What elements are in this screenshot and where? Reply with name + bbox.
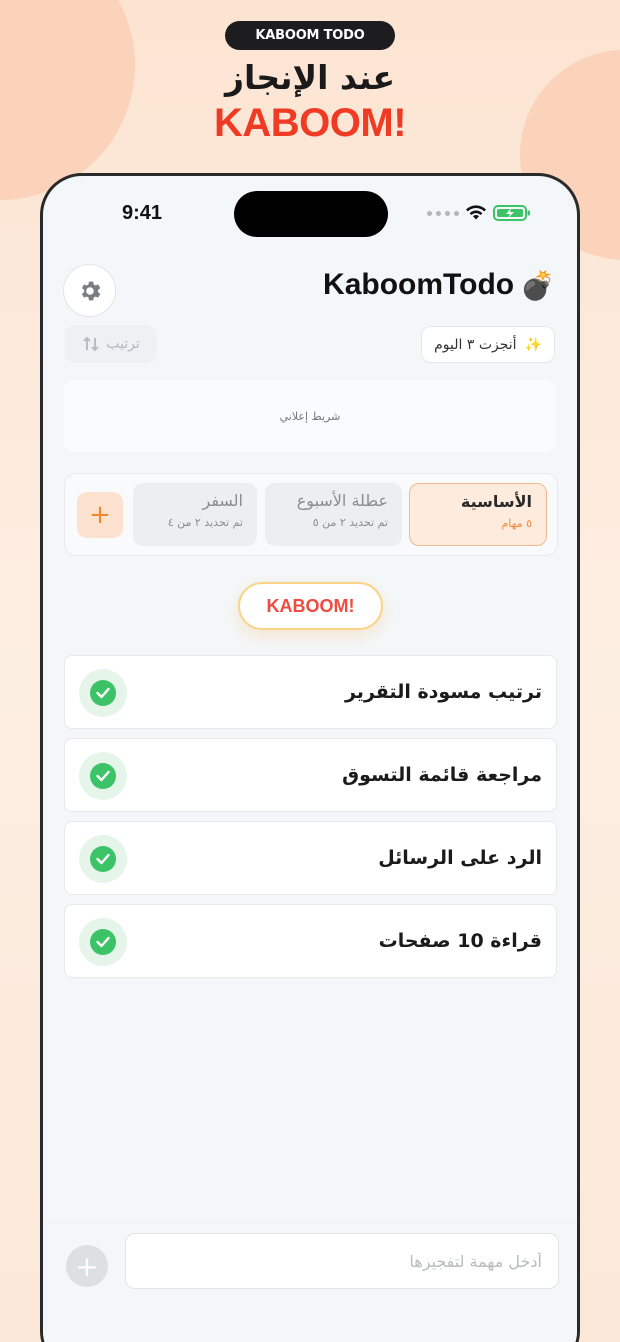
task-checkbox[interactable]	[79, 918, 127, 966]
app-title	[323, 268, 555, 302]
task-checkbox[interactable]	[79, 669, 127, 717]
task-text: ترتيب مسودة التقرير	[344, 681, 542, 703]
plus-icon: +	[75, 1249, 99, 1283]
signal-dots-icon	[427, 211, 459, 216]
list-meta: تم تحديد ٢ من ٤	[167, 516, 243, 529]
add-task-button[interactable]	[66, 1245, 108, 1287]
sort-button[interactable]	[65, 325, 157, 363]
list-name: السفر	[202, 491, 243, 510]
ad-banner-label: شريط إعلاني	[279, 409, 341, 423]
gear-icon	[77, 278, 103, 304]
task-checkbox[interactable]	[79, 752, 127, 800]
promo-tagline: KABOOM!	[213, 101, 407, 145]
settings-button[interactable]	[63, 264, 116, 317]
checkmark-icon	[90, 929, 116, 955]
add-list-button[interactable]	[77, 492, 123, 538]
task-text: الرد على الرسائل	[378, 847, 542, 869]
task-list	[64, 655, 557, 987]
task-item[interactable]	[64, 904, 557, 978]
done-today-badge	[421, 326, 555, 363]
task-item[interactable]	[64, 655, 557, 729]
list-tab-weekend[interactable]	[265, 483, 402, 546]
bomb-icon: 💣	[520, 269, 555, 301]
done-today-text: أنجزت ٣ اليوم	[434, 336, 517, 353]
task-text: قراءة 10 صفحات	[378, 930, 542, 952]
kaboom-button[interactable]: KABOOM!	[238, 582, 383, 630]
app-title-text: KaboomTodo	[323, 268, 515, 301]
lists-bar	[64, 473, 558, 556]
sparkle-icon: ✨	[524, 336, 542, 353]
checkmark-icon	[90, 763, 116, 789]
list-name: عطلة الأسبوع	[296, 491, 388, 510]
task-item[interactable]	[64, 821, 557, 895]
battery-charging-icon	[493, 204, 531, 222]
phone-frame	[40, 173, 580, 1342]
list-tab-travel[interactable]	[133, 483, 257, 546]
list-meta: ٥ مهام	[501, 517, 532, 530]
task-checkbox[interactable]	[79, 835, 127, 883]
sort-label: ترتيب	[106, 336, 140, 352]
checkmark-icon	[90, 846, 116, 872]
list-meta: تم تحديد ٢ من ٥	[312, 516, 388, 529]
checkmark-icon	[90, 680, 116, 706]
status-icons	[427, 204, 531, 222]
dynamic-island	[234, 191, 388, 237]
status-time: 9:41	[122, 202, 163, 224]
task-input[interactable]	[125, 1233, 559, 1289]
plus-icon: +	[89, 500, 111, 530]
task-text: مراجعة قائمة التسوق	[342, 764, 542, 786]
promo-headline: عند الإنجاز	[224, 58, 395, 97]
wifi-icon	[465, 205, 487, 221]
list-tab-main[interactable]	[409, 483, 547, 546]
ad-banner[interactable]	[64, 380, 556, 452]
list-name: الأساسية	[460, 492, 532, 511]
task-composer	[43, 1222, 577, 1342]
sort-arrows-icon	[82, 336, 100, 352]
task-item[interactable]	[64, 738, 557, 812]
brand-pill: KABOOM TODO	[225, 21, 395, 50]
app-header	[43, 260, 577, 320]
